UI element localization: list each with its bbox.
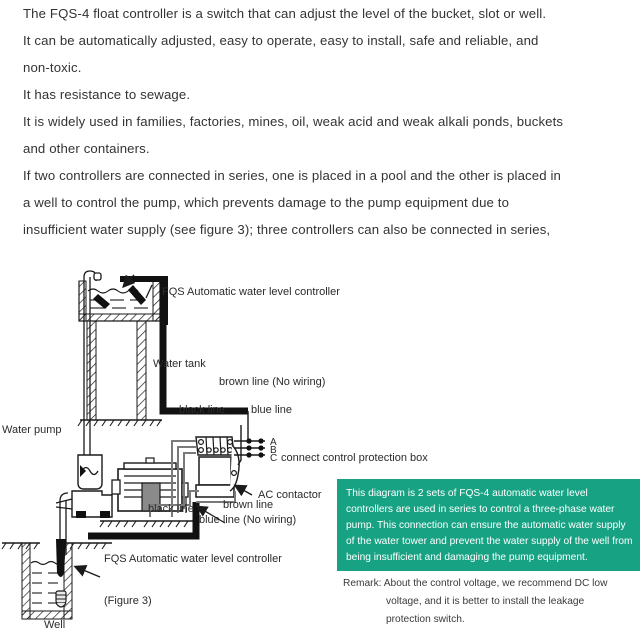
label-water-pump: Water pump	[2, 424, 62, 436]
callout-line: controllers are used in series to control a three-phase water	[346, 504, 615, 515]
label-black-line-bottom: black line	[148, 503, 194, 515]
label-terminal-c: C	[270, 453, 278, 464]
electric-motor	[100, 458, 196, 527]
label-blue-line-top: blue line	[251, 404, 292, 416]
callout-line: being insufficient and damaging the pump equipment.	[346, 552, 588, 563]
remark-line: protection switch.	[386, 614, 465, 625]
label-terminal-a: A	[270, 437, 277, 448]
prose-line: If two controllers are connected in series, one is placed in a pool and the other is placed in	[23, 168, 562, 183]
prose-line: non-toxic.	[23, 60, 82, 75]
prose-line: It can be automatically adjusted, easy to operate, easy to install, safe and reliable, and	[23, 33, 539, 48]
wiring-diagram	[0, 255, 640, 630]
remark-line: Remark: About the control voltage, we recommend DC low	[343, 578, 608, 589]
ac-contactor	[196, 437, 239, 497]
label-well: Well	[44, 619, 66, 630]
label-ac-contactor: AC contactor	[258, 489, 322, 501]
float-controller-top	[93, 285, 146, 309]
remark-block	[343, 575, 638, 629]
callout-line: of the water tower and prevent the water supply of the well from	[346, 536, 633, 547]
label-blue-line-no-wiring-bottom: blue line (No wiring)	[199, 514, 297, 526]
prose-line: It has resistance to sewage.	[23, 87, 191, 102]
label-controller-top: FQS Automatic water level controller	[162, 286, 340, 298]
green-callout-box	[337, 479, 640, 571]
prose-line: It is widely used in families, factories, mines, oil, weak acid and weak alkali ponds, buckets	[23, 114, 564, 129]
prose-line: The FQS-4 float controller is a switch that can adjust the level of the bucket, slot or well.	[23, 6, 547, 21]
label-brown-line-bottom: brown line	[223, 499, 274, 511]
prose-line: a well to control the pump, which prevents damage to the pump equipment due to	[23, 195, 510, 210]
label-controller-well: FQS Automatic water level controller	[104, 553, 282, 565]
callout-line: This diagram is 2 sets of FQS-4 automatic water level	[346, 488, 588, 499]
label-connect-control-protection-box: connect control protection box	[281, 452, 428, 464]
remark-line: voltage, and it is better to install the leakage	[386, 596, 585, 607]
intro-paragraphs	[23, 0, 623, 243]
prose-line: and other containers.	[23, 141, 150, 156]
prose-line: insufficient water supply (see figure 3); three controllers can also be connected in series,	[23, 222, 551, 237]
label-brown-line-no-wiring-top: brown line (No wiring)	[219, 376, 326, 388]
label-terminal-b: B	[270, 445, 277, 456]
well	[2, 539, 112, 619]
foot-valve	[56, 591, 66, 607]
label-figure-caption: (Figure 3)	[104, 595, 152, 607]
label-black-line-top: black line	[179, 404, 225, 416]
callout-line: pump. This connection can ensure the automatic water supply	[346, 520, 626, 531]
label-water-tank: Water tank	[153, 358, 206, 370]
